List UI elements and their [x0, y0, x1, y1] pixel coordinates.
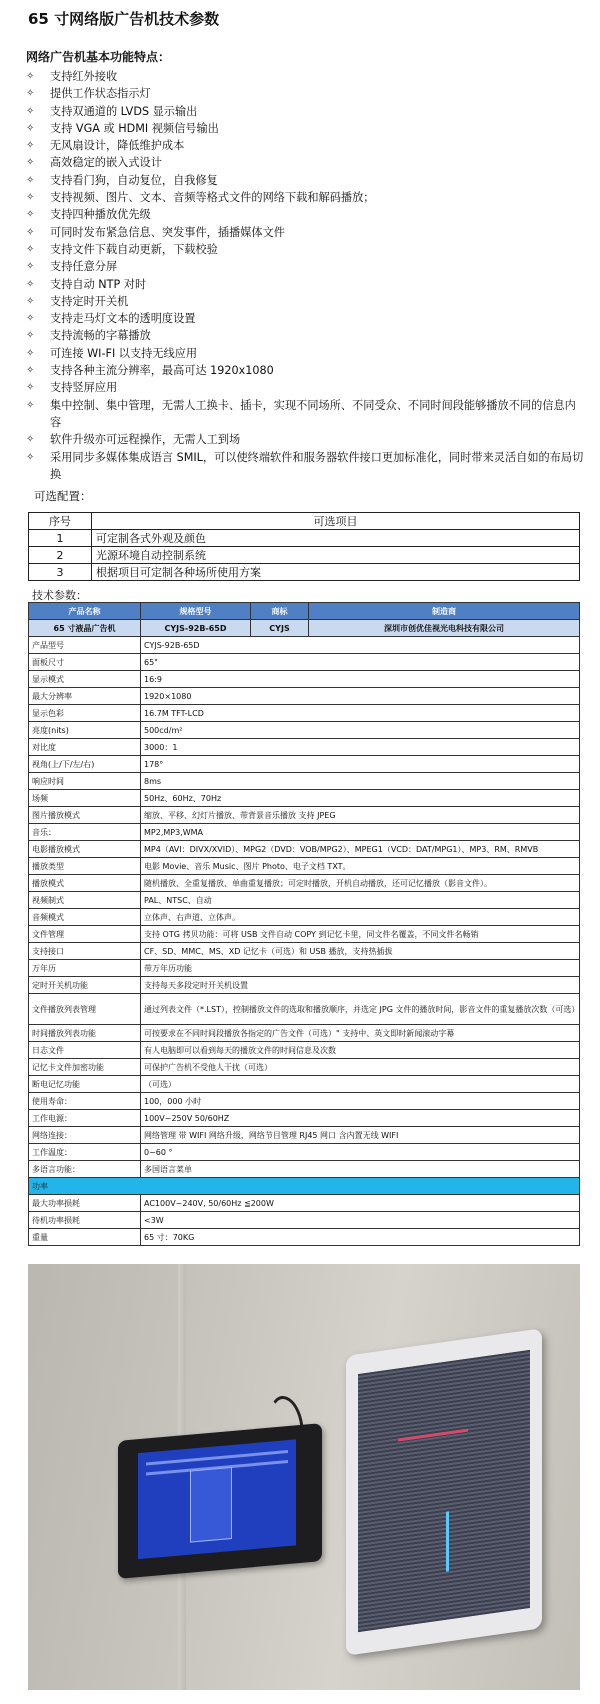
spec-key: 使用寿命： [29, 1093, 141, 1110]
spec-key: 显示模式 [29, 671, 141, 688]
feature-text: 支持走马灯文本的透明度设置 [50, 312, 196, 326]
header-cell: 序号 [29, 513, 92, 530]
table-row [29, 1161, 580, 1178]
spec-key: 最大分辨率 [29, 688, 141, 705]
list-item [26, 189, 586, 206]
table-row [29, 875, 580, 892]
list-item [26, 310, 586, 327]
feature-text: 支持竖屏应用 [50, 381, 118, 395]
list-item [26, 449, 586, 484]
diamond-bullet-icon: ✧ [26, 192, 35, 204]
tech-spec-table [28, 602, 580, 1246]
spec-key: 支持接口 [29, 943, 141, 960]
list-item [26, 345, 586, 362]
spec-value: 通过列表文件（*.LST），控制播放文件的选取和播放顺序，并选定 JPG 文件的播放时间，影音文件的重复播放次数（可选） [141, 994, 580, 1025]
spec-key: 最大功率损耗 [29, 1195, 141, 1212]
header-cell: 可选项目 [92, 513, 580, 530]
diamond-bullet-icon: ✧ [26, 105, 35, 117]
table-row [29, 960, 580, 977]
feature-text: 集中控制、集中管理，无需人工换卡、插卡，实现不同场所、不同受众、不同时间段能够播放不同的信息内容 [50, 398, 576, 429]
table-row [29, 807, 580, 824]
diamond-bullet-icon: ✧ [26, 278, 35, 290]
diamond-bullet-icon: ✧ [26, 399, 35, 411]
feature-text: 支持视频、图片、文本、音频等格式文件的网络下载和解码播放； [50, 191, 375, 205]
list-item [26, 241, 586, 258]
table-row [29, 530, 580, 547]
optional-config-table [28, 512, 580, 581]
header-cell: 制造商 [309, 603, 580, 620]
spec-key: 文件管理 [29, 926, 141, 943]
diamond-bullet-icon: ✧ [26, 157, 35, 169]
spec-value: AC100V~240V, 50/60Hz ≦200W [141, 1195, 580, 1212]
spec-value: 有人电脑即可以看到每天的播放文件的时间信息及次数 [141, 1042, 580, 1059]
table-cell: 光源环境自动控制系统 [92, 547, 580, 564]
header-cell: 产品名称 [29, 603, 141, 620]
spec-value: 500cd/m² [141, 722, 580, 739]
screen-line [398, 1429, 468, 1442]
spec-key: 工作温度： [29, 1144, 141, 1161]
table-cell: 2 [29, 547, 92, 564]
header-cell: 规格型号 [141, 603, 251, 620]
table-row [29, 1229, 580, 1246]
menu-panel [190, 1467, 232, 1543]
spec-value: 65" [141, 654, 580, 671]
spec-value: 随机播放、全重复播放、单曲重复播放；可定时播放，开机自动播放，还可记忆播放（影音文件）。 [141, 875, 580, 892]
spec-value: 可按要求在不同时间段播放各指定的广告文件（可选）" 支持中、英文即时新闻滚动字幕 [141, 1025, 580, 1042]
feature-text: 软件升级亦可远程操作，无需人工到场 [50, 433, 241, 447]
section-row [29, 1178, 580, 1195]
spec-value: 电影 Movie、音乐 Music、图片 Photo、电子文档 TXT。 [141, 858, 580, 875]
spec-value: 3000：1 [141, 739, 580, 756]
table-row [29, 926, 580, 943]
list-item [26, 431, 586, 448]
diamond-bullet-icon: ✧ [26, 174, 35, 186]
table-row [29, 943, 580, 960]
feature-text: 支持双通道的 LVDS 显示输出 [50, 104, 198, 118]
portrait-display [346, 1328, 542, 1656]
list-item [26, 379, 586, 396]
list-item [26, 85, 586, 102]
diamond-bullet-icon: ✧ [26, 88, 35, 100]
feature-text: 支持看门狗，自动复位，自我修复 [50, 173, 218, 187]
spec-value: 100，000 小时 [141, 1093, 580, 1110]
feature-text: 支持定时开关机 [50, 294, 129, 308]
diamond-bullet-icon: ✧ [26, 122, 35, 134]
diamond-bullet-icon: ✧ [26, 313, 35, 325]
list-item [26, 154, 586, 171]
spec-key: 播放模式 [29, 875, 141, 892]
table-row [29, 909, 580, 926]
table-row [29, 892, 580, 909]
feature-text: 支持任意分屏 [50, 260, 118, 274]
table-cell: CYJS [251, 620, 309, 637]
spec-value: 65 寸：70KG [141, 1229, 580, 1246]
table-row [29, 1059, 580, 1076]
spec-value: 多国语言菜单 [141, 1161, 580, 1178]
feature-list [26, 68, 586, 483]
spec-key: 万年历 [29, 960, 141, 977]
table-row [29, 1195, 580, 1212]
table-row [29, 671, 580, 688]
spec-key: 记忆卡文件加密功能 [29, 1059, 141, 1076]
table-cell: 65 寸液晶广告机 [29, 620, 141, 637]
table-row [29, 1144, 580, 1161]
diamond-bullet-icon: ✧ [26, 71, 35, 82]
table-row [29, 637, 580, 654]
feature-text: 采用同步多媒体集成语言 SMIL，可以使终端软件和服务器软件接口更加标准化，同时带来灵活自如的布局切换 [50, 450, 584, 481]
spec-value: MP2,MP3,WMA [141, 824, 580, 841]
spec-value: 1920×1080 [141, 688, 580, 705]
list-item [26, 293, 586, 310]
landscape-display [118, 1423, 322, 1579]
spec-value: CYJS-92B-65D [141, 637, 580, 654]
spec-value: <3W [141, 1212, 580, 1229]
table-row [29, 824, 580, 841]
optional-config-label: 可选配置： [34, 489, 92, 503]
list-item [26, 327, 586, 344]
table-cell: 1 [29, 530, 92, 547]
header-cell: 商标 [251, 603, 309, 620]
table-row [29, 654, 580, 671]
table-row [29, 756, 580, 773]
spec-value: 立体声、右声道、立体声。 [141, 909, 580, 926]
spec-key: 重量 [29, 1229, 141, 1246]
feature-text: 提供工作状态指示灯 [50, 87, 151, 101]
spec-key: 显示色彩 [29, 705, 141, 722]
spec-key: 定时开关机功能 [29, 977, 141, 994]
table-row [29, 564, 580, 581]
table-row [29, 790, 580, 807]
spec-key: 播放类型 [29, 858, 141, 875]
table-row [29, 1110, 580, 1127]
spec-value: 支持每天多段定时开关机设置 [141, 977, 580, 994]
spec-key: 响应时间 [29, 773, 141, 790]
spec-value: 16.7M TFT-LCD [141, 705, 580, 722]
diamond-bullet-icon: ✧ [26, 140, 35, 152]
table-row [29, 722, 580, 739]
table-row [29, 739, 580, 756]
table-row [29, 1212, 580, 1229]
table-row [29, 1093, 580, 1110]
spec-value: 8ms [141, 773, 580, 790]
spec-value: 缩放、平移、幻灯片播放、带背景音乐播放 支持 JPEG [141, 807, 580, 824]
table-cell: 深圳市创优佳视光电科技有限公司 [309, 620, 580, 637]
spec-key: 视角(上/下/左/右) [29, 756, 141, 773]
spec-key: 面板尺寸 [29, 654, 141, 671]
list-item [26, 206, 586, 223]
table-cell: 根据项目可定制各种场所使用方案 [92, 564, 580, 581]
table-row [29, 1076, 580, 1093]
list-item [26, 397, 586, 432]
spec-value: MP4（AVI：DIVX/XVID）、MPG2（DVD：VOB/MPG2）、MPEG1（VCD：DAT/MPG1）、MP3、RM、RMVB [141, 841, 580, 858]
spec-key: 音频模式 [29, 909, 141, 926]
diamond-bullet-icon: ✧ [26, 261, 35, 273]
spec-value: 可保护广告机不受他人干扰（可选） [141, 1059, 580, 1076]
feature-text: 支持红外接收 [50, 70, 118, 83]
spec-value: 100V~250V 50/60HZ [141, 1110, 580, 1127]
feature-text: 可同时发布紧急信息、突发事件，插播媒体文件 [50, 225, 285, 239]
table-row [29, 841, 580, 858]
feature-text: 可连接 WI-FI 以支持无线应用 [50, 346, 198, 360]
section-title: 功率 [29, 1178, 580, 1195]
table-row [29, 858, 580, 875]
diamond-bullet-icon: ✧ [26, 295, 35, 307]
spec-value: 带万年历功能 [141, 960, 580, 977]
table-cell: CYJS-92B-65D [141, 620, 251, 637]
spec-value: 支持 OTG 拷贝功能：可将 USB 文件自动 COPY 到记忆卡里，同文件名覆盖，不同文件名畅销 [141, 926, 580, 943]
table-row [29, 1025, 580, 1042]
spec-key: 图片播放模式 [29, 807, 141, 824]
spec-key: 工作电源： [29, 1110, 141, 1127]
list-item [26, 276, 586, 293]
table-row [29, 1127, 580, 1144]
table-row [29, 977, 580, 994]
list-item [26, 120, 586, 137]
table-summary-row [29, 620, 580, 637]
list-item [26, 68, 586, 85]
spec-key: 日志文件 [29, 1042, 141, 1059]
table-header-row [29, 603, 580, 620]
diamond-bullet-icon: ✧ [26, 451, 35, 463]
list-item [26, 362, 586, 379]
page-title: 65 寸网络版广告机技术参数 [28, 10, 220, 28]
spec-value: 178° [141, 756, 580, 773]
list-item [26, 224, 586, 241]
features-heading: 网络广告机基本功能特点： [26, 50, 171, 64]
screen-line [446, 1511, 449, 1571]
product-photo [28, 1264, 580, 1690]
spec-key: 音乐： [29, 824, 141, 841]
feature-text: 无风扇设计，降低维护成本 [50, 139, 185, 153]
table-cell: 可定制各式外观及颜色 [92, 530, 580, 547]
spec-rows [29, 637, 580, 1246]
diamond-bullet-icon: ✧ [26, 347, 35, 359]
feature-text: 支持四种播放优先级 [50, 208, 151, 222]
spec-value: 50Hz、60Hz、70Hz [141, 790, 580, 807]
tech-spec-label: 技术参数： [32, 589, 87, 602]
table-row [29, 688, 580, 705]
diamond-bullet-icon: ✧ [26, 209, 35, 221]
spec-key: 场频 [29, 790, 141, 807]
spec-key: 多语言功能： [29, 1161, 141, 1178]
feature-text: 支持 VGA 或 HDMI 视频信号输出 [50, 121, 219, 135]
menu-screen [138, 1439, 296, 1559]
spec-key: 时间播放列表功能 [29, 1025, 141, 1042]
spec-key: 文件播放列表管理 [29, 994, 141, 1025]
spec-key: 电影播放模式 [29, 841, 141, 858]
list-item [26, 103, 586, 120]
list-item [26, 172, 586, 189]
spec-value: 网络管理 带 WIFI 网络升级，网络节目管理 RJ45 网口 含内置无线 WIFI [141, 1127, 580, 1144]
spec-value: （可选） [141, 1076, 580, 1093]
led-screen [358, 1350, 530, 1632]
table-cell: 3 [29, 564, 92, 581]
diamond-bullet-icon: ✧ [26, 226, 35, 238]
diamond-bullet-icon: ✧ [26, 243, 35, 255]
spec-key: 亮度(nits) [29, 722, 141, 739]
feature-text: 高效稳定的嵌入式设计 [50, 156, 162, 170]
diamond-bullet-icon: ✧ [26, 365, 35, 377]
table-row [29, 773, 580, 790]
list-item [26, 137, 586, 154]
table-row [29, 994, 580, 1025]
spec-key: 视频制式 [29, 892, 141, 909]
spec-value: 16:9 [141, 671, 580, 688]
list-item [26, 258, 586, 275]
diamond-bullet-icon: ✧ [26, 330, 35, 342]
spec-key: 断电记忆功能 [29, 1076, 141, 1093]
table-row [29, 547, 580, 564]
diamond-bullet-icon: ✧ [26, 434, 35, 446]
spec-value: 0~60 ° [141, 1144, 580, 1161]
feature-text: 支持各种主流分辨率，最高可达 1920x1080 [50, 364, 274, 378]
spec-value: PAL、NTSC、自动 [141, 892, 580, 909]
spec-value: CF、SD、MMC、MS、XD 记忆卡（可选）和 USB 播放，支持热插拔 [141, 943, 580, 960]
diamond-bullet-icon: ✧ [26, 382, 35, 394]
feature-text: 支持流畅的字幕播放 [50, 329, 151, 343]
feature-text: 支持文件下载自动更新，下载校验 [50, 242, 218, 256]
spec-key: 产品型号 [29, 637, 141, 654]
table-row [29, 1042, 580, 1059]
spec-key: 对比度 [29, 739, 141, 756]
table-header-row [29, 513, 580, 530]
spec-key: 网络连接： [29, 1127, 141, 1144]
table-row [29, 705, 580, 722]
spec-key: 待机功率损耗 [29, 1212, 141, 1229]
feature-text: 支持自动 NTP 对时 [50, 277, 147, 291]
